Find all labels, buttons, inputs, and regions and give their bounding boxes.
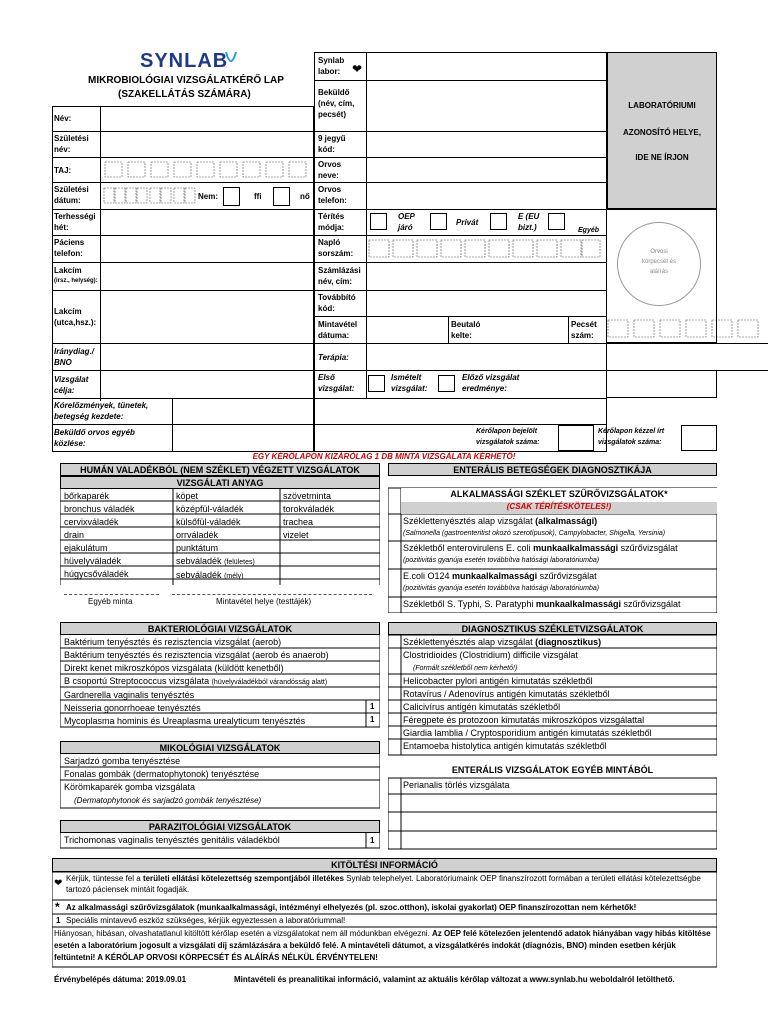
diag-item-4[interactable]: Rotavírus / Adenovírus antigén kimutatás székletből: [403, 689, 610, 699]
label-stamp-2: szám:: [571, 331, 594, 340]
label-sender-2: (név, cím,: [318, 99, 355, 108]
taj-boxes[interactable]: [104, 161, 309, 178]
label-prev-2: eredménye:: [462, 384, 507, 393]
diag-item-1[interactable]: [403, 636, 601, 648]
lab-id-line-3: IDE NE ÍRJON: [635, 153, 689, 162]
material-14-label: sebváladék: [176, 570, 222, 580]
info-line-4: [54, 928, 714, 964]
bact-item-4[interactable]: [64, 675, 364, 689]
label-lab-2: labor:: [318, 67, 341, 76]
enteral-item-2-b: munkaalkalmassági: [533, 543, 619, 553]
enteral-item-1-sub: (Salmonella (gastroenteritist okozó szerotípusok), Campylobacter, Shigella, Yersinia): [403, 530, 666, 537]
marked-count-field[interactable]: [558, 425, 594, 451]
bact-mark-2: 1: [370, 715, 375, 724]
enteral-item-4-b: munkaalkalmassági: [535, 599, 621, 609]
label-code-1: 9 jegyű: [318, 134, 346, 143]
label-address-2: Lakcím: [54, 307, 82, 316]
label-prev-1: Előző vizsgálat: [462, 373, 520, 382]
label-doctorphone-1: Orvos: [318, 185, 342, 194]
label-other-1: Beküldő orvos egyéb: [54, 428, 135, 437]
info-title: KITÖLTÉSI INFORMÁCIÓ: [52, 858, 717, 872]
pay-other-checkbox[interactable]: [548, 213, 565, 230]
lab-id-line-2: AZONOSÍTÓ HELYE,: [623, 128, 701, 137]
pay-private-checkbox[interactable]: [430, 213, 447, 230]
enteral-item-2[interactable]: [403, 543, 678, 566]
enteral-item-3-a: E.coli O124: [403, 571, 453, 581]
human-title: HUMÁN VALADÉKBÓL (NEM SZÉKLET) VÉGZETT VIZSGÁLATOK: [60, 463, 380, 476]
bact-item-6[interactable]: Neisseria gonorrhoeae tenyésztés: [64, 703, 201, 713]
label-doctor-2: neve:: [318, 171, 339, 180]
label-phone-1: Páciens: [54, 238, 85, 247]
label-pregnancy-2: hét:: [54, 223, 69, 232]
enteral-item-2-a: Székletből enterovirulens E. coli: [403, 543, 534, 553]
label-first-1: Első: [318, 373, 335, 382]
seal-circle[interactable]: [617, 222, 701, 306]
info-section: [52, 858, 717, 968]
para-item[interactable]: Trichomonas vaginalis tenyésztés genitális váladékból: [64, 835, 280, 845]
lab-id-line-1: LABORATÓRIUMI: [628, 101, 696, 110]
label-purpose-2: célja:: [54, 386, 75, 395]
label-hand-1: Kérőlapon kézzel írt: [598, 428, 665, 435]
label-male: ffi: [254, 192, 262, 201]
footer-date: Érvénybelépés dátuma: 2019.09.01: [54, 975, 187, 984]
para-title: PARAZITOLÓGIAI VIZSGÁLATOK: [60, 820, 380, 833]
label-sample-2: dátuma:: [318, 331, 350, 340]
enteral-item-4-c: szűrővizsgálat: [620, 599, 681, 609]
info-line-4-b: Az OEP felé kötelezően jelentendő adatok hiányában vagy hibás kitöltése esetén a laboratórium jogosult a vizsgálati díj számlázására a beküldő felé.: [54, 929, 711, 950]
label-dir-2: BNO: [54, 358, 72, 367]
label-log-2: sorszám:: [318, 249, 354, 258]
enteral-item-1-a: Széklettenyésztés alap vizsgálat: [403, 516, 536, 526]
material-14[interactable]: [176, 569, 255, 583]
label-birth-name-2: név:: [54, 145, 71, 154]
label-ref-2: kelte:: [451, 331, 472, 340]
label-address-1-note: (irsz., helység):: [54, 278, 98, 284]
sex-female-checkbox[interactable]: [273, 187, 290, 206]
bact-item-3[interactable]: Direkt kenet mikroszkópos vizsgálata (küldött kenetből): [64, 663, 284, 673]
heart-bullet-icon: ❤: [54, 878, 63, 889]
material-6[interactable]: hüvelyváladék: [64, 556, 122, 566]
label-log-1: Napló: [318, 238, 341, 247]
label-pay-1: Térítés: [318, 212, 345, 221]
label-taj: TAJ:: [54, 166, 72, 175]
bact-title: BAKTERIOLÓGIAI VIZSGÁLATOK: [60, 622, 380, 635]
label-name: Név:: [54, 114, 72, 123]
info-line-1-a: Kérjük, tüntesse fel a: [66, 874, 143, 883]
label-address-2b: (utca,hsz.):: [54, 318, 97, 327]
material-11[interactable]: orrváladék: [176, 530, 219, 540]
material-16[interactable]: torokváladék: [283, 504, 335, 514]
label-phone-2: telefon:: [54, 249, 83, 258]
name-field[interactable]: [101, 107, 313, 131]
other-sample-line[interactable]: [64, 594, 159, 595]
material-9[interactable]: középfül-váladék: [176, 504, 244, 514]
label-sex: Nem:: [198, 192, 219, 201]
sex-male-checkbox[interactable]: [223, 187, 240, 206]
star-bullet-icon: *: [55, 900, 60, 914]
enteral-item-4-a: Székletből S. Typhi, S. Paratyphi: [403, 599, 536, 609]
enteral-other-title: ENTERÁLIS VIZSGÁLATOK EGYÉB MINTÁBÓL: [451, 765, 654, 775]
enteral-item-3-b: munkaalkalmassági: [452, 571, 538, 581]
diag-item-5[interactable]: Calicivírus antigén kimutatás székletből: [403, 702, 561, 712]
material-12[interactable]: punktátum: [176, 543, 219, 553]
myco-section: [60, 741, 380, 811]
first-exam-checkbox[interactable]: [368, 375, 385, 392]
label-private: Privát: [456, 218, 479, 227]
info-line-4-c: A mintavételi dátumot, a vizsgálatkérés indokát (diagnózis, BNO) minden esetben kérjük feltüntetni!: [54, 941, 676, 962]
material-18[interactable]: vizelet: [283, 530, 309, 540]
seal-line-2: körpecsét és: [641, 259, 677, 265]
extra-right-box: [607, 370, 717, 398]
label-sender-3: pecsét): [318, 110, 347, 119]
label-doctor-1: Orvos: [318, 160, 342, 169]
info-line-1-c: Synlab telephelyet. Laboratóriumaink OEP finanszírozott formában a területi ellátási kötelezettségbe tartozó páciensek mintáit fogadják.: [66, 874, 701, 894]
label-repeat-2: vizsgálat:: [391, 384, 428, 393]
enteral-item-3-sub: (pozitivitás gyanúja esetén továbbítva hatósági laboratóriumba): [403, 585, 600, 592]
diag-item-1-a: Széklettenyésztés alap vizsgálat: [403, 637, 536, 647]
diag-section: [388, 622, 717, 756]
bact-item-2[interactable]: Baktérium tenyésztés és rezisztencia vizsgálat (aerob és anaerob): [64, 650, 329, 660]
bact-item-1[interactable]: Baktérium tenyésztés és rezisztencia vizsgálat (aerob): [64, 637, 282, 647]
label-fwd-1: Továbbító: [318, 293, 356, 302]
heart-icon: ❤: [352, 62, 363, 76]
enteral-other-section: [388, 765, 717, 851]
pay-oep-checkbox[interactable]: [370, 213, 387, 230]
diag-item-3[interactable]: Helicobacter pylori antigén kimutatás székletből: [403, 676, 593, 686]
label-repeat-1: Ismételt: [391, 373, 422, 382]
label-other-2: közlése:: [54, 439, 86, 448]
diag-item-2-label: Clostridioides (Clostridium) difficile vizsgálat: [403, 650, 578, 660]
material-2[interactable]: bronchus váladék: [64, 504, 135, 514]
material-13-label: sebváladék: [176, 556, 222, 566]
seal-line-1: Orvosi: [650, 249, 668, 255]
label-first-2: vizsgálat:: [318, 384, 355, 393]
info-line-3: Speciális mintavevő eszköz szükséges, kérjük egyeztessen a laboratóriummal!: [66, 916, 346, 925]
material-3[interactable]: cervixváladék: [64, 517, 119, 527]
diag-item-8[interactable]: Entamoeba histolytica antigén kimutatás székletből: [403, 741, 607, 751]
label-code-2: kód:: [318, 145, 335, 154]
material-8[interactable]: köpet: [176, 491, 199, 501]
label-oep-2: járó: [398, 223, 413, 232]
label-sender-1: Beküldő: [318, 88, 350, 97]
label-pregnancy-1: Terhességi: [54, 212, 96, 221]
info-line-4-d: A KÉRŐLAP ORVOSI KÖRPECSÉT ÉS ALÁÍRÁS NÉLKÜL ÉRVÉNYTELEN!: [97, 953, 378, 962]
diag-item-7[interactable]: Giardia lamblia / Cryptosporidium antigén kimutatás székletből: [403, 728, 652, 738]
human-grid: [60, 489, 380, 585]
label-therapy: Terápia:: [318, 353, 349, 362]
label-stamp-1: Pecsét: [571, 320, 597, 329]
label-oep-1: OEP: [398, 212, 415, 221]
label-marked-1: Kérőlapon bejelölt: [476, 428, 538, 435]
label-sample-site: Mintavétel helye (testtájék): [216, 597, 312, 606]
enteral-other-item[interactable]: Perianalis törlés vizsgálata: [403, 780, 510, 790]
diag-item-1-b: (diagnosztikus): [535, 637, 602, 647]
diag-title: DIAGNOSZTIKUS SZÉKLETVIZSGÁLATOK: [388, 622, 717, 635]
para-section: [60, 820, 380, 850]
enteral-item-1[interactable]: [403, 516, 665, 539]
bact-section: [60, 622, 380, 740]
enteral-section: [388, 463, 717, 613]
label-doctorphone-2: telefon:: [318, 196, 347, 205]
myco-note: (Dermatophytonok és sarjadzó gombák tenyésztése): [74, 796, 262, 805]
label-history-1: Kórelőzmények, tünetek,: [54, 401, 149, 410]
synlab-swoosh-icon: [224, 50, 238, 72]
myco-item-2[interactable]: Fonalas gombák (dermatophytonok) tenyésztése: [64, 769, 260, 779]
bact-mark-1: 1: [370, 702, 375, 711]
label-ref-1: Beutaló: [451, 320, 481, 329]
material-4[interactable]: drain: [64, 530, 85, 540]
enteral-item-1-b: (alkalmassági): [535, 516, 598, 526]
label-birth-date-1: Születési: [54, 185, 89, 194]
seal-line-3: aláírás: [649, 269, 668, 275]
hand-count-field[interactable]: [681, 425, 717, 451]
diag-item-2-sub: (Formált székletből nem kérhető!): [413, 665, 518, 672]
log-number-boxes[interactable]: [368, 239, 603, 259]
label-other-sample: Egyéb minta: [88, 597, 133, 606]
pay-eu-checkbox[interactable]: [490, 213, 507, 230]
enteral-note: (CSAK TÉRÍTÉSKÖTELES!): [401, 502, 717, 514]
enteral-sub: ALKALMASSÁGI SZÉKLET SZŰRŐVIZSGÁLATOK*: [401, 488, 717, 502]
info-line-2: Az alkalmassági szűrővizsgálatok (munkaalkalmassági, intézményi elhelyezés (pl. szoc.otthon), iskolai gyakorlat) OEP finanszírozottan nem kérhetők!: [66, 903, 637, 912]
material-15[interactable]: szövetminta: [283, 491, 332, 501]
enteral-item-2-sub: (pozitivitás gyanúja esetén továbbítva hatósági laboratóriumba): [403, 557, 600, 564]
myco-item-1[interactable]: Sarjadzó gomba tenyésztése: [64, 756, 181, 766]
label-address-1: Lakcím: [54, 266, 82, 275]
material-13-note: (felületes): [224, 559, 255, 566]
label-female: nő: [300, 192, 310, 201]
label-lab-1: Synlab: [318, 56, 345, 65]
diag-item-6[interactable]: Féregpete és protozoon kimutatás mikroszkópos vizsgálattal: [403, 715, 645, 725]
label-bill-2: név, cím:: [318, 277, 353, 286]
enteral-item-3-c: szűrővizsgálat: [537, 571, 597, 581]
material-13[interactable]: [176, 555, 255, 569]
brand-text: SYNLAB: [140, 50, 229, 72]
warning-text: EGY KÉRŐLAPON KIZÁRÓLAG 1 DB MINTA VIZSGÁLATA KÉRHETŐ!: [252, 452, 516, 461]
lab-id-box: [607, 52, 717, 209]
material-7[interactable]: húgycsőváladék: [64, 569, 129, 579]
form-title: MIKROBIOLÓGIAI VIZSGÁLATKÉRŐ LAP: [88, 75, 284, 86]
label-dir-1: Iránydiag./: [54, 347, 95, 356]
label-purpose-1: Vizsgálat: [54, 375, 89, 384]
sample-site-line[interactable]: [172, 594, 372, 595]
label-birth-date-2: dátum:: [54, 196, 81, 205]
label-eu-1: E (EU: [518, 212, 540, 221]
enteral-item-2-c: szűrővizsgálat: [618, 543, 678, 553]
label-pay-other: Egyéb: [578, 227, 600, 234]
enteral-item-4[interactable]: [403, 599, 681, 610]
bact-item-4-label: B csoportú Streptococcus vizsgálata: [64, 676, 210, 686]
label-history-2: betegség kezdete:: [54, 412, 124, 421]
logo: [140, 50, 270, 74]
label-marked-2: vizsgálatok száma:: [476, 439, 540, 446]
material-1[interactable]: bőrkaparék: [64, 491, 110, 501]
para-mark: 1: [370, 836, 375, 845]
material-10[interactable]: külsőfül-váladék: [176, 517, 241, 527]
myco-item-3[interactable]: Körömkaparék gomba vizsgálata: [64, 782, 196, 792]
material-17[interactable]: trachea: [283, 517, 314, 527]
info-line-1: [66, 873, 714, 895]
bact-item-5[interactable]: Gardnerella vaginalis tenyésztés: [64, 690, 195, 700]
birth-date-boxes[interactable]: [103, 187, 198, 205]
repeat-exam-checkbox[interactable]: [438, 375, 455, 392]
bact-item-7[interactable]: Mycoplasma hominis és Ureaplasma urealyticum tenyésztés: [64, 716, 306, 726]
diag-item-2[interactable]: [403, 649, 578, 675]
footer-info: Mintavételi és preanalitikai információ, valamint az aktuális kérőlap változat a www.synlab.hu weboldalról letölthető.: [234, 975, 675, 984]
label-fwd-2: kód:: [318, 304, 335, 313]
label-pay-2: módja:: [318, 223, 345, 232]
myco-title: MIKOLÓGIAI VIZSGÁLATOK: [60, 741, 380, 754]
enteral-title: ENTERÁLIS BETEGSÉGEK DIAGNOSZTIKÁJA: [388, 463, 717, 476]
label-birth-name-1: Születési: [54, 134, 89, 143]
label-bill-1: Számlázási: [318, 266, 361, 275]
info-line-1-b: területi ellátási kötelezettség szempontjából illetékes: [142, 874, 344, 883]
label-hand-2: vizsgálatok száma:: [598, 439, 662, 446]
enteral-item-3[interactable]: [403, 571, 599, 594]
bact-item-4-note: (hüvelyváladékból várandósság alatt): [211, 679, 328, 686]
one-bullet: 1: [56, 916, 61, 925]
human-subtitle: VIZSGÁLATI ANYAG: [60, 476, 380, 489]
label-sample-1: Mintavétel: [318, 320, 358, 329]
label-eu-2: bizt.): [518, 223, 537, 232]
info-line-4-a: Hiányosan, hibásan, olvashatatlanul kitöltött kérőlap esetén a vizsgálatokat nem áll módunkban elvégezni.: [54, 929, 433, 938]
form-subtitle: (SZAKELLÁTÁS SZÁMÁRA): [118, 89, 251, 100]
material-14-note: (mély): [224, 573, 244, 580]
material-5[interactable]: ejakulátum: [64, 543, 108, 553]
